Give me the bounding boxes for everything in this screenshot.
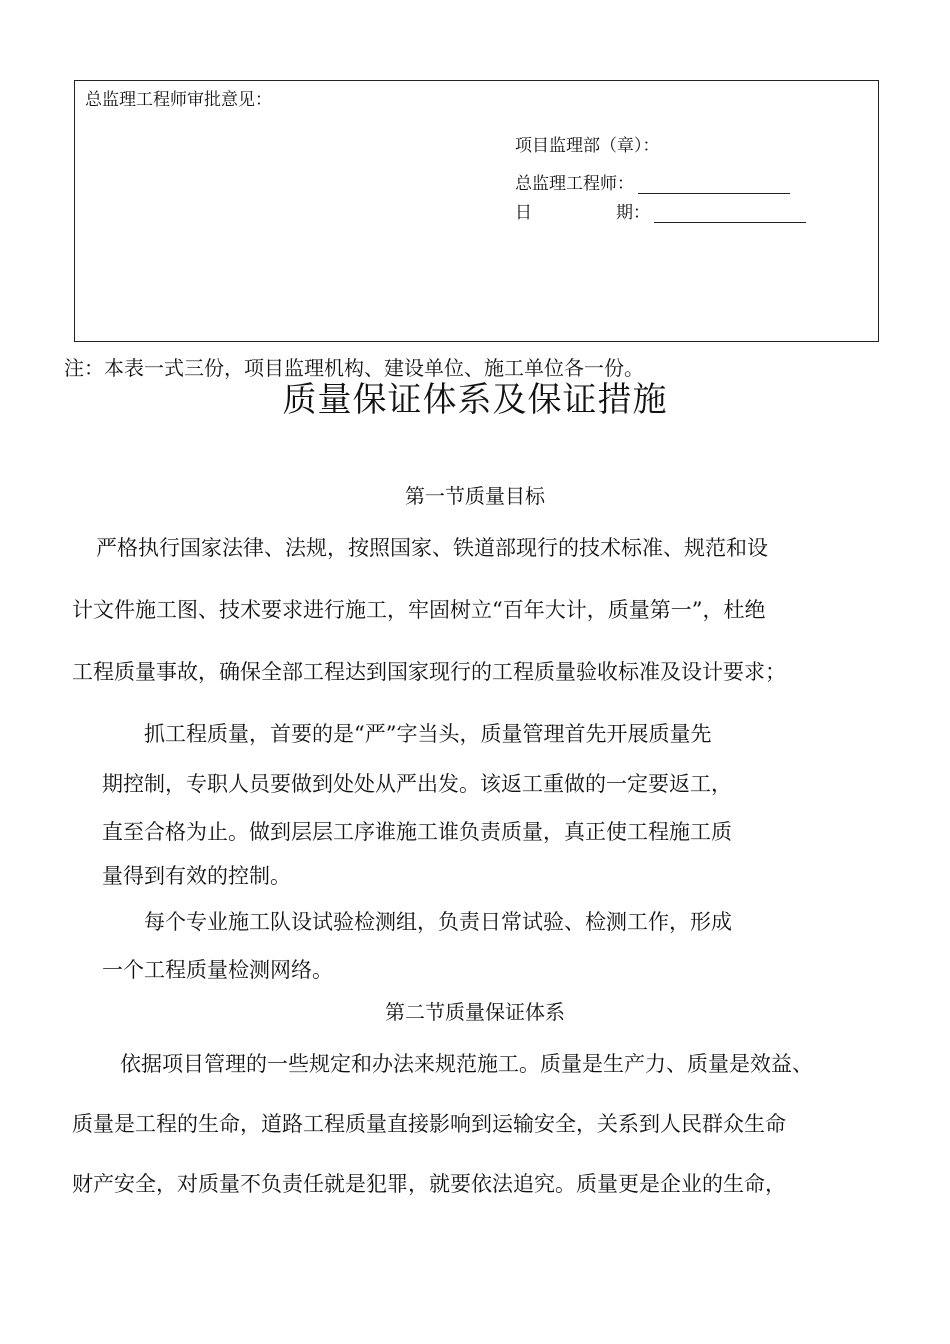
section1-line: 工程质量事故，确保全部工程达到国家现行的工程质量验收标准及设计要求； — [72, 660, 786, 684]
seal-label: 项目监理部（章）： — [515, 136, 660, 156]
approval-box-title: 总监理工程师审批意见： — [85, 90, 272, 110]
section2-line: 财产安全，对质量不负责任就是犯罪，就要依法追究。质量更是企业的生命， — [72, 1172, 786, 1196]
section1-line: 严格执行国家法律、法规，按照国家、铁道部现行的技术标准、规范和设 — [96, 536, 768, 560]
date-row — [515, 198, 806, 223]
section2-line: 依据项目管理的一些规定和办法来规范施工。质量是生产力、质量是效益、 — [120, 1052, 813, 1076]
engineer-signature-line — [638, 175, 790, 194]
date-signature-line — [654, 204, 806, 223]
section1-line: 量得到有效的控制。 — [102, 864, 291, 888]
date-label-part1: 日 — [515, 203, 532, 223]
section1-line: 一个工程质量检测网络。 — [102, 958, 333, 982]
section1-line: 抓工程质量，首要的是“严”字当头，质量管理首先开展质量先 — [144, 722, 712, 746]
section1-line: 每个专业施工队设试验检测组，负责日常试验、检测工作，形成 — [144, 910, 732, 934]
date-label-part2: 期： — [616, 203, 650, 223]
engineer-signature-row — [515, 169, 790, 194]
section1-line: 期控制，专职人员要做到处处从严出发。该返工重做的一定要返工， — [102, 772, 732, 796]
date-label — [515, 198, 650, 223]
section1-title: 第一节质量目标 — [405, 484, 545, 508]
approval-box — [74, 80, 879, 342]
section1-line: 直至合格为止。做到层层工序谁施工谁负责质量，真正使工程施工质 — [102, 820, 732, 844]
section2-line: 质量是工程的生命，道路工程质量直接影响到运输安全，关系到人民群众生命 — [72, 1112, 786, 1136]
section1-line: 计文件施工图、技术要求进行施工，牢固树立“百年大计，质量第一”，杜绝 — [72, 598, 766, 622]
engineer-label: 总监理工程师： — [515, 174, 634, 194]
form-note: 注：本表一式三份，项目监理机构、建设单位、施工单位各一份。 — [64, 356, 644, 380]
section2-title: 第二节质量保证体系 — [385, 1000, 565, 1024]
document-title: 质量保证体系及保证措施 — [282, 380, 668, 420]
